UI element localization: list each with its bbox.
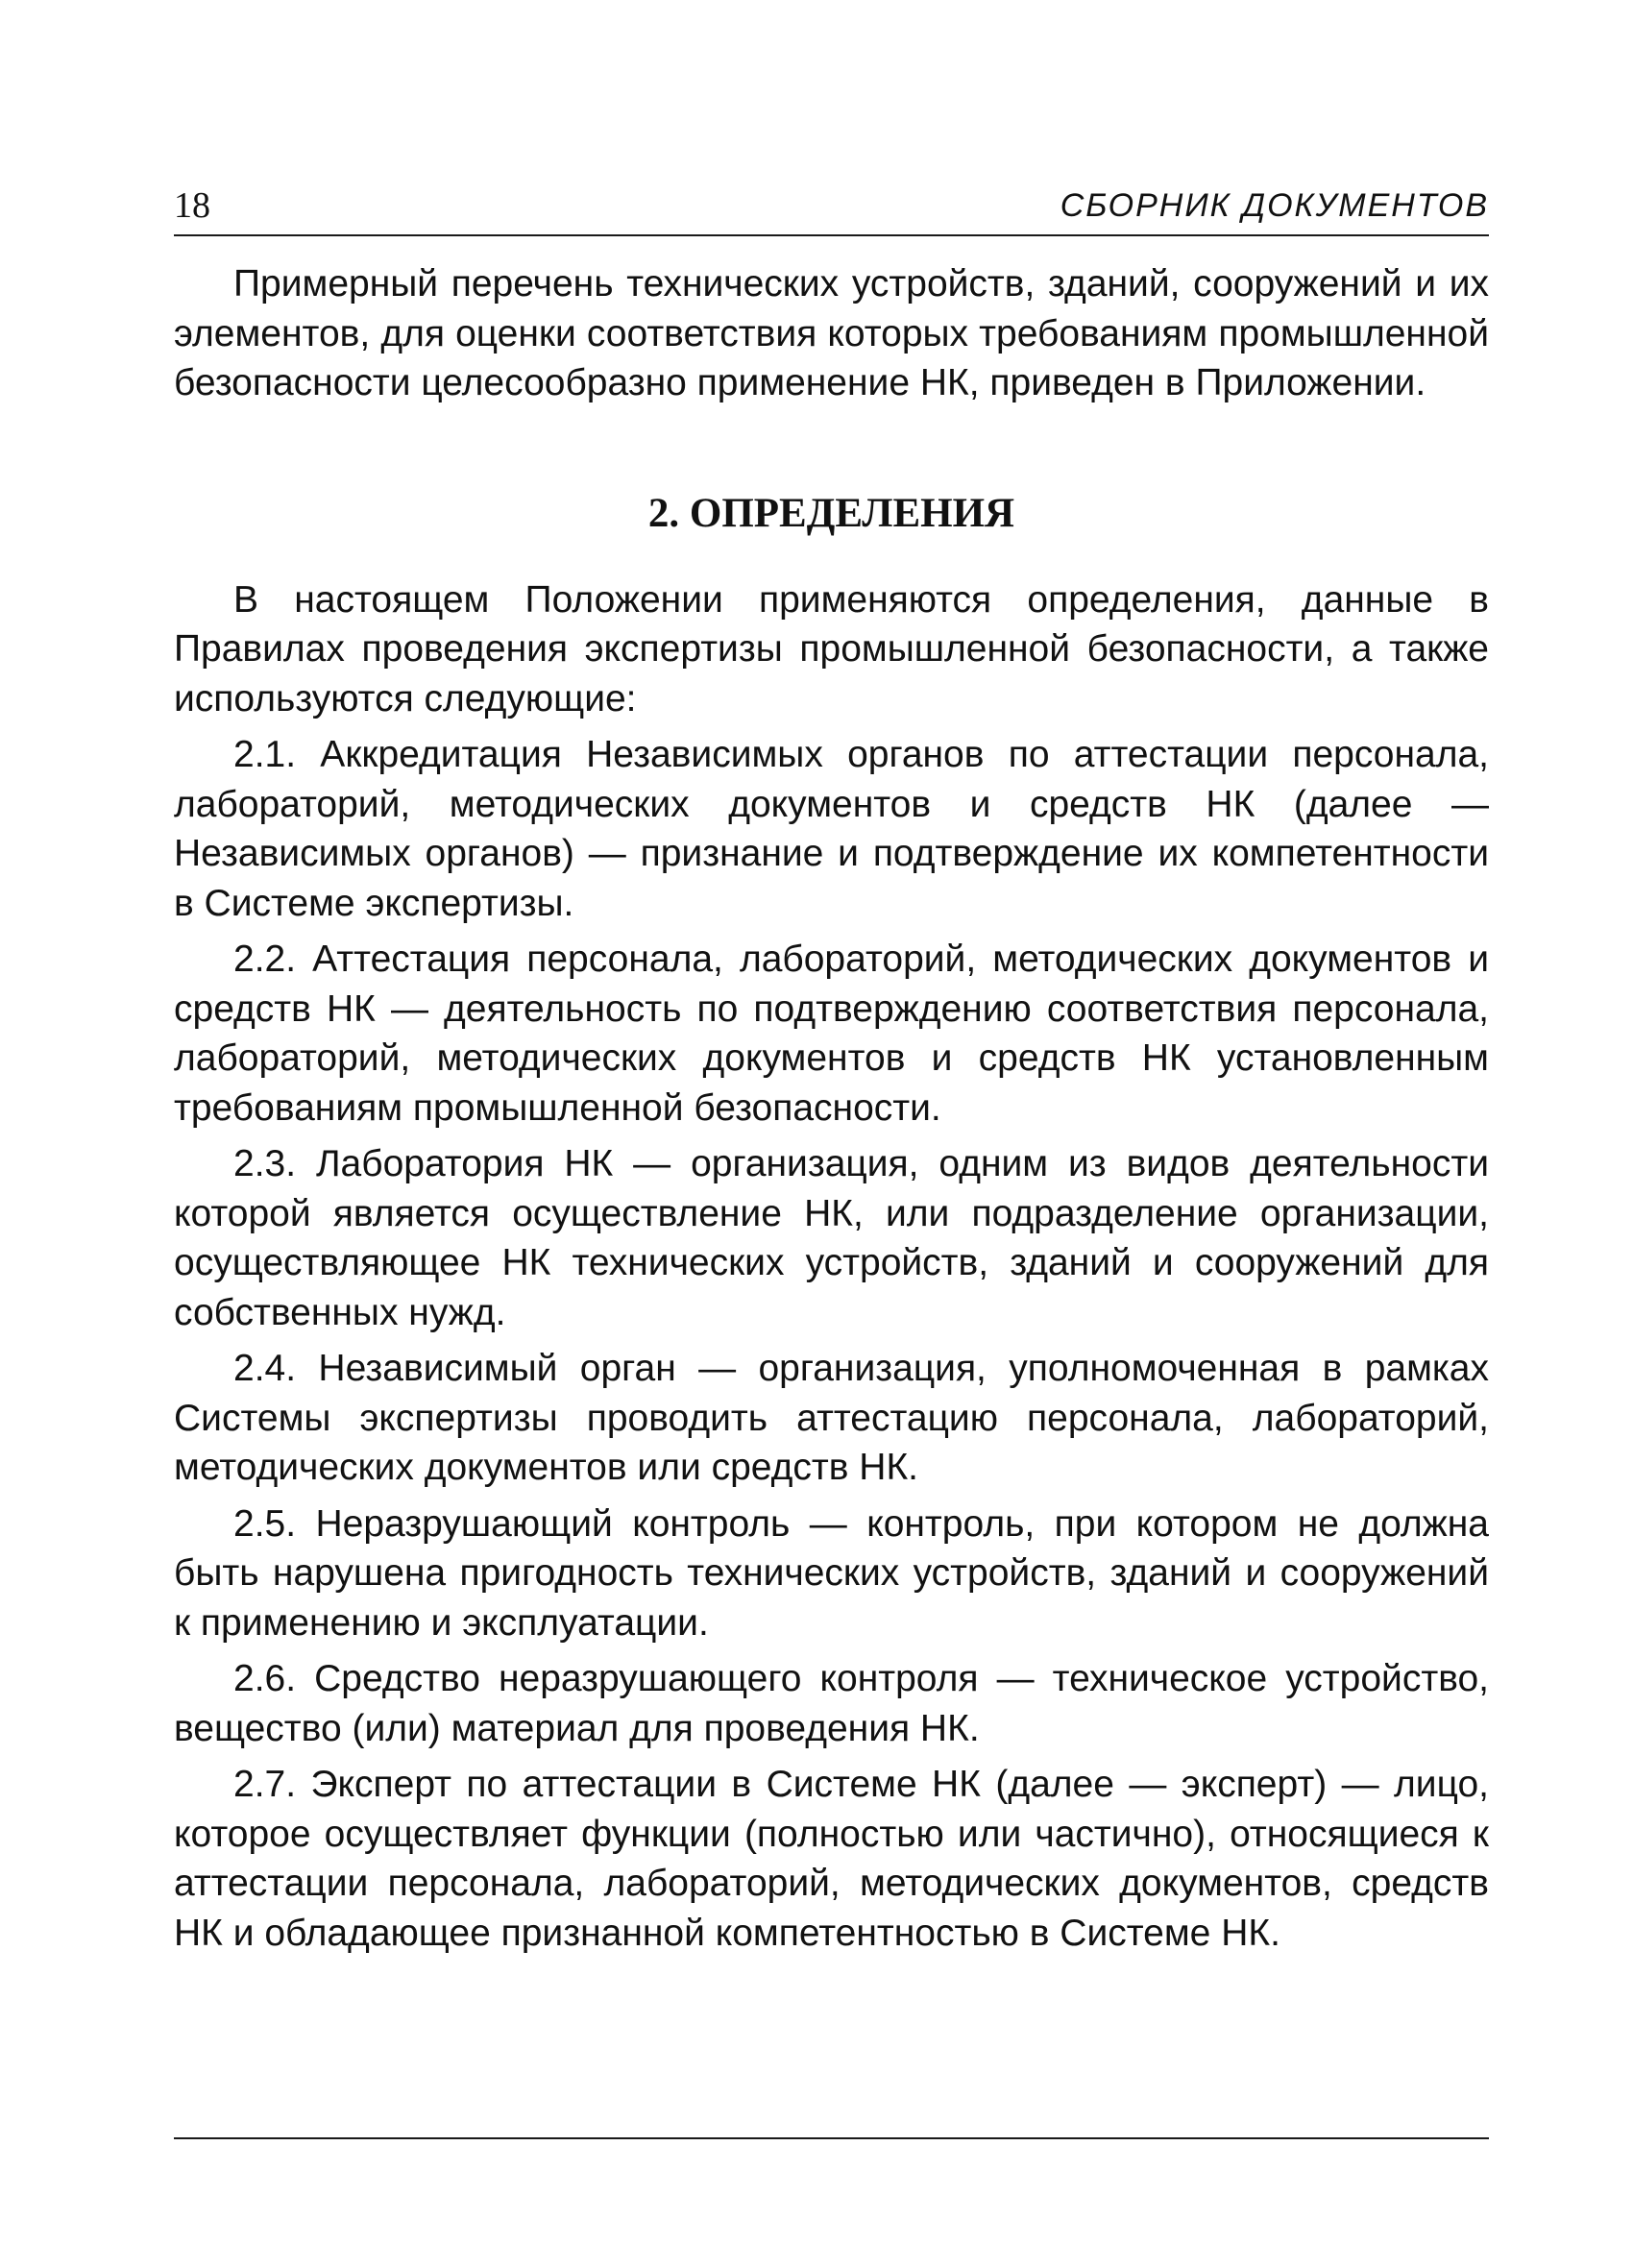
definition-2-4: 2.4. Независимый орган — организация, уполномоченная в рамках Системы экспертизы проводить аттестацию персонала, лабораторий, методических документов или средств НК. [174,1348,1489,1488]
page-number: 18 [174,185,210,226]
page-body [174,259,1489,1958]
definitions-list [174,730,1489,1958]
running-title: СБОРНИК ДОКУМЕНТОВ [1060,187,1489,224]
definition-2-6: 2.6. Средство неразрушающего контроля — техническое устройство, вещество (или) материал для проведения НК. [174,1658,1489,1749]
section-heading: 2. ОПРЕДЕЛЕНИЯ [647,490,1015,536]
definition-2-3: 2.3. Лаборатория НК — организация, одним из видов деятельности которой является осуществление НК, или подразделение организации, осуществляющее НК технических устройств, зданий и сооружений для собственных нужд. [174,1143,1489,1333]
definition-2-7: 2.7. Эксперт по аттестации в Системе НК (далее — эксперт) — лицо, которое осуществляет функции (полностью или частично), относящиеся к аттестации персонала, лабораторий, методических документов, средств НК и обладающее признанной компетентностью в Системе НК. [174,1764,1489,1954]
intro-paragraph: Примерный перечень технических устройств, зданий, сооружений и их элементов, для оценки соответствия которых требованиям промышленной безопасности целесообразно применение НК, приведен в Приложении. [174,263,1489,403]
section-lead-paragraph: В настоящем Положении применяются определения, данные в Правилах проведения экспертизы промышленной безопасности, а также используются следующие: [174,578,1489,719]
definition-2-2: 2.2. Аттестация персонала, лабораторий, методических документов и средств НК — деятельность по подтверждению соответствия персонала, лабораторий, методических документов и средств НК установленным требованиям промышленной безопасности. [174,939,1489,1129]
definition-2-5: 2.5. Неразрушающий контроль — контроль, при котором не должна быть нарушена пригодность технических устройств, зданий и сооружений к применению и эксплуатации. [174,1502,1489,1644]
definition-2-1: 2.1. Аккредитация Независимых органов по аттестации персонала, лабораторий, методических документов и средств НК (далее — Независимых органов) — признание и подтверждение их компетентности в Системе экспертизы. [174,734,1489,924]
page-header [174,179,1489,236]
footer-divider [174,2137,1489,2139]
